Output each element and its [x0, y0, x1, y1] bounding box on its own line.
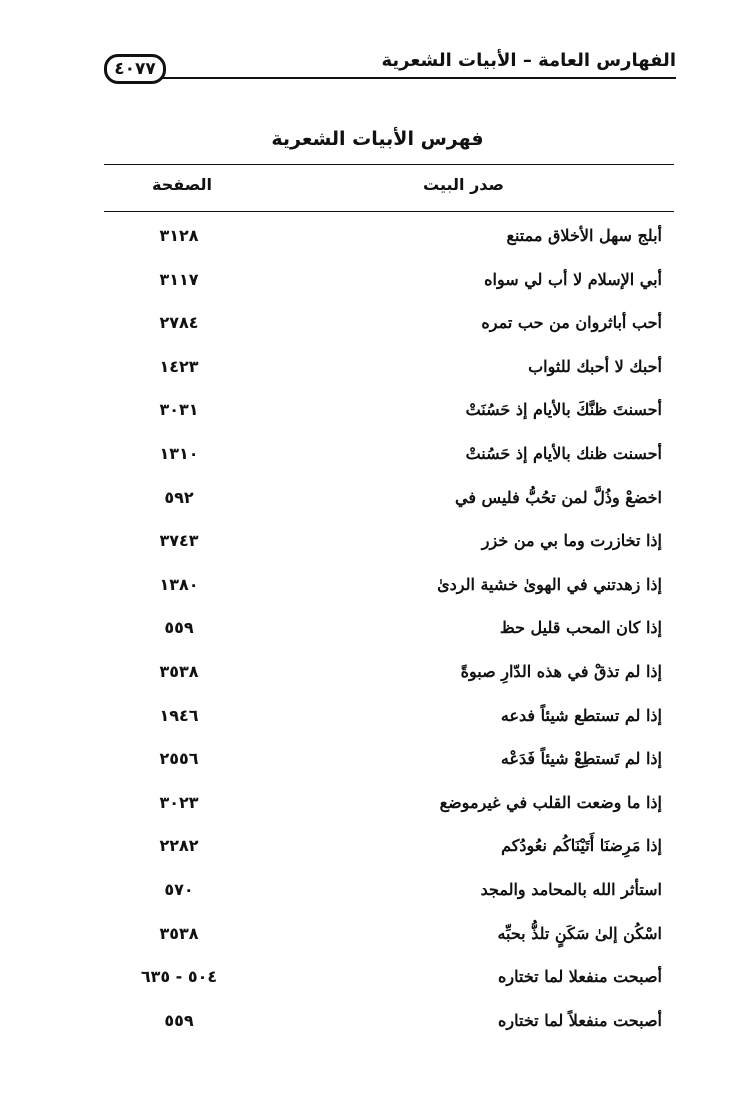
table-row [104, 912, 674, 956]
verse-text: إذا لم تَستطِعْ شيئاً فَدَعْه [500, 749, 662, 769]
verse-text: إذا كان المحب قليل حظ [499, 618, 662, 638]
table-row [104, 432, 674, 476]
table-row [104, 476, 674, 520]
page-ref: ٢٥٥٦ [159, 749, 199, 769]
page-ref: ٢٧٨٤ [159, 313, 199, 333]
verse-text: اخضعْ وذُلَّ لمن تحُبُّ فليس في [454, 487, 662, 507]
page-ref: ٥٩٢ [164, 487, 194, 507]
table-row [104, 345, 674, 389]
table-row [104, 650, 674, 694]
verse-text: إذا تخازرت وما بي من خزر [481, 531, 662, 551]
verse-text: استأثر الله بالمحامد والمجد [480, 879, 662, 899]
page-ref: ٣٥٣٨ [159, 661, 199, 681]
verse-text: أصبحت منفعلاً لما تختاره [498, 1010, 662, 1030]
page-ref: ٣٠٢٣ [159, 792, 199, 812]
page-ref: ١٤٢٣ [159, 356, 199, 376]
table-row [104, 824, 674, 868]
page-ref: ٥٥٩ [164, 618, 194, 638]
verse-text: أحسنت ظنك بالأيام إذ حَسُنتْ [465, 443, 662, 463]
page-ref: ٣٥٣٨ [159, 923, 199, 943]
page-ref: ١٩٤٦ [159, 705, 199, 725]
index-title: فهرس الأبيات الشعرية [271, 128, 484, 150]
verse-text: أصبحت منفعلا لما تختاره [498, 967, 662, 987]
verse-text: أبي الإسلام لا أب لي سواه [484, 269, 662, 289]
table-row [104, 301, 674, 345]
table-row [104, 868, 674, 912]
page-ref: ٣٧٤٣ [159, 531, 199, 551]
verse-text: أحب أباثروان من حب تمره [481, 313, 662, 333]
page-ref: ١٣٨٠ [159, 574, 199, 594]
page-ref: ٣١٢٨ [159, 226, 199, 245]
table-row [104, 606, 674, 650]
page-ref: ٣٠٣١ [159, 400, 199, 420]
verse-text: إذا مَرِضنَا أَتَيْنَاكُم نعُودُكم [501, 836, 662, 856]
table-row [104, 563, 674, 607]
page-number: ٤٠٧٧ [104, 54, 166, 84]
column-header-verse: صدر البيت [423, 175, 504, 194]
table-row [104, 519, 674, 563]
verse-text: إذا زهدتني في الهوىٰ خشية الردىٰ [437, 574, 662, 594]
table-rows [104, 214, 674, 1042]
verse-text: أبلج سهل الأخلاق ممتنع [506, 226, 662, 245]
running-title: الفهارس العامة – الأبيات الشعرية [381, 50, 676, 71]
verse-text: إذا لم تستطع شيئاً فدعه [500, 705, 662, 725]
header-rule [162, 77, 676, 79]
table-header [104, 164, 674, 212]
verse-index-table [104, 164, 674, 1042]
table-row [104, 955, 674, 999]
table-row [104, 388, 674, 432]
verse-text: إذا لم تذقْ في هذه الدّارِ صبوةً [460, 661, 662, 681]
table-row [104, 737, 674, 781]
table-row [104, 258, 674, 302]
verse-text: اسْكُن إلىٰ سَكَنٍ تلذُّ بحبِّه [497, 923, 662, 943]
table-row [104, 694, 674, 738]
table-row [104, 781, 674, 825]
column-header-page: الصفحة [152, 175, 213, 194]
verse-text: أحسنتَ ظنَّكَ بالأيام إذ حَسُنَتْ [465, 400, 662, 420]
verse-text: أحبك لا أحبك للثواب [528, 356, 662, 376]
page-ref: ٥٠٤ - ٦٣٥ [140, 967, 218, 987]
page-ref: ١٣١٠ [159, 443, 199, 463]
verse-text: إذا ما وضعت القلب في غيرموضع [439, 792, 662, 812]
table-row [104, 999, 674, 1043]
page-ref: ٣١١٧ [159, 269, 199, 289]
running-header [104, 46, 676, 86]
page-ref: ٥٥٩ [164, 1010, 194, 1030]
table-row [104, 214, 674, 258]
page-ref: ٥٧٠ [164, 879, 194, 899]
page-ref: ٢٢٨٢ [159, 836, 199, 856]
